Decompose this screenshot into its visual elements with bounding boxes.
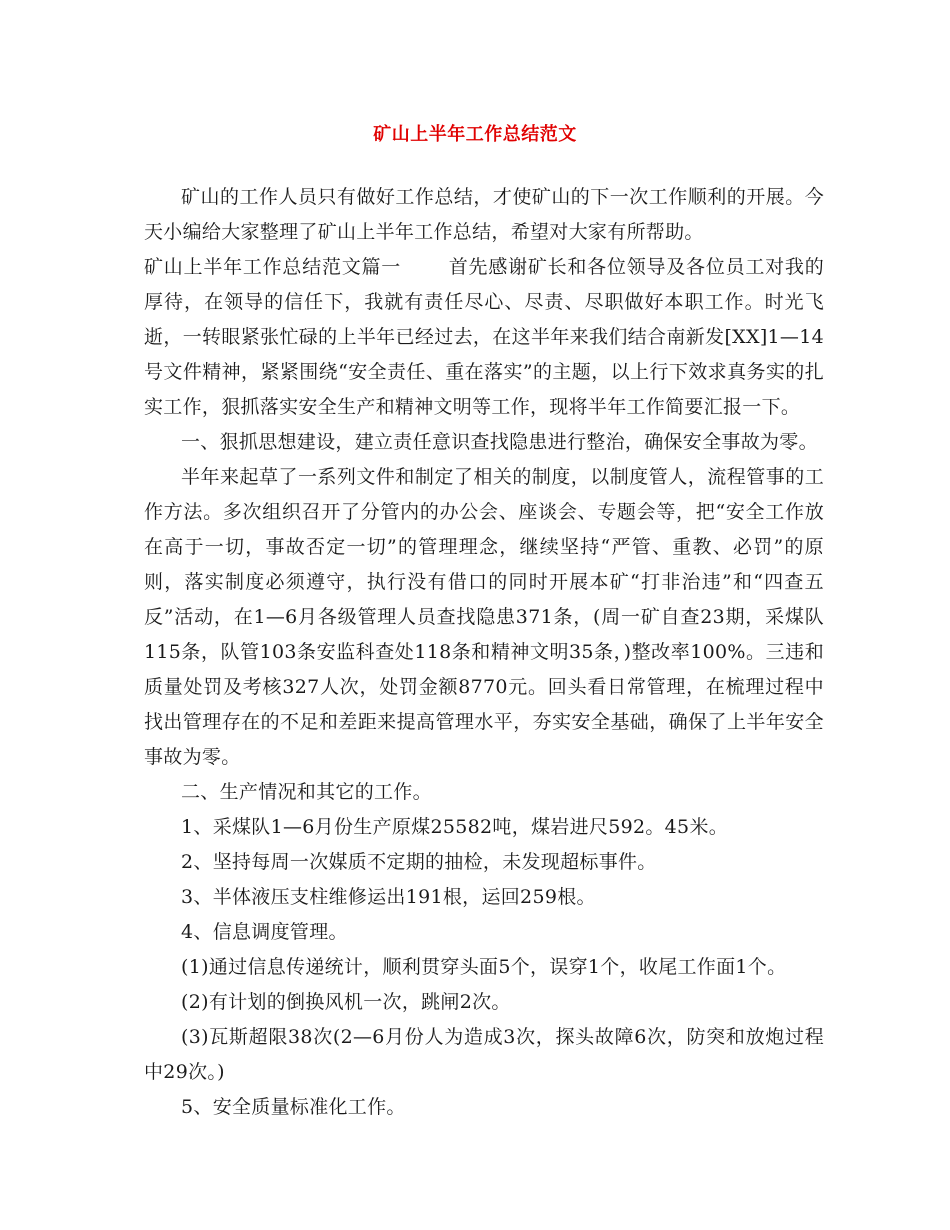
list-item-1: 1、采煤队1—6月份生产原煤25582吨，煤岩进尺592。45米。 (181, 816, 729, 838)
section-title-gap (401, 256, 449, 278)
section-opening-text: 首先感谢矿长和各位领导及各位员工对我的厚待，在领导的信任下，我就有责任尽心、尽责、尽职做好本职工作。时光飞逝，一转眼紧张忙碌的上半年已经过去，在这半年来我们结合南新发[XX]1—14号文件精神，紧紧围绕“安全责任、重在落实”的主题，以上行下效求真务实的扎实工作，狠抓落实安全生产和精神文明等工作，现将半年工作简要汇报一下。 (144, 256, 824, 418)
heading-2: 二、生产情况和其它的工作。 (181, 781, 432, 803)
paragraph-1: 半年来起草了一系列文件和制定了相关的制度，以制度管人，流程管事的工作方法。多次组织召开了分管内的办公会、座谈会、专题会等，把“安全工作放在高于一切，事故否定一切”的管理理念，继续坚持“严管、重教、必罚”的原则，落实制度必须遵守，执行没有借口的同时开展本矿“打非治违”和“四查五反”活动，在1—6月各级管理人员查找隐患371条，(周一矿自查23期，采煤队115条，队管103条安监科查处118条和精神文明35条，)整改率100%。三违和质量处罚及考核327人次，处罚金额8770元。回头看日常管理，在梳理过程中找出管理存在的不足和差距来提高管理水平，夯实安全基础，确保了上半年安全事故为零。 (144, 466, 824, 768)
sub-item-3: (3)瓦斯超限38次(2—6月份人为造成3次，探头故障6次，防突和放炮过程中29次。) (144, 1026, 824, 1083)
list-item-5: 5、安全质量标准化工作。 (181, 1096, 406, 1118)
list-item-2: 2、坚持每周一次媒质不定期的抽检，未发现超标事件。 (181, 851, 657, 873)
section-title: 矿山上半年工作总结范文篇一 (144, 256, 402, 278)
intro-paragraph: 矿山的工作人员只有做好工作总结，才使矿山的下一次工作顺利的开展。今天小编给大家整理了矿山上半年工作总结，希望对大家有所帮助。 (144, 186, 824, 243)
sub-item-1: (1)通过信息传递统计，顺利贯穿头面5个，误穿1个，收尾工作面1个。 (181, 956, 787, 978)
document-title: 矿山上半年工作总结范文 (373, 124, 577, 145)
list-item-3: 3、半体液压支柱维修运出191根，运回259根。 (181, 886, 596, 908)
list-item-4: 4、信息调度管理。 (181, 921, 348, 943)
heading-1: 一、狠抓思想建设，建立责任意识查找隐患进行整治，确保安全事故为零。 (181, 431, 818, 453)
document-body (144, 180, 824, 1125)
section-opening-paragraph (144, 250, 824, 425)
sub-item-2: (2)有计划的倒换风机一次，跳闸2次。 (181, 991, 511, 1013)
